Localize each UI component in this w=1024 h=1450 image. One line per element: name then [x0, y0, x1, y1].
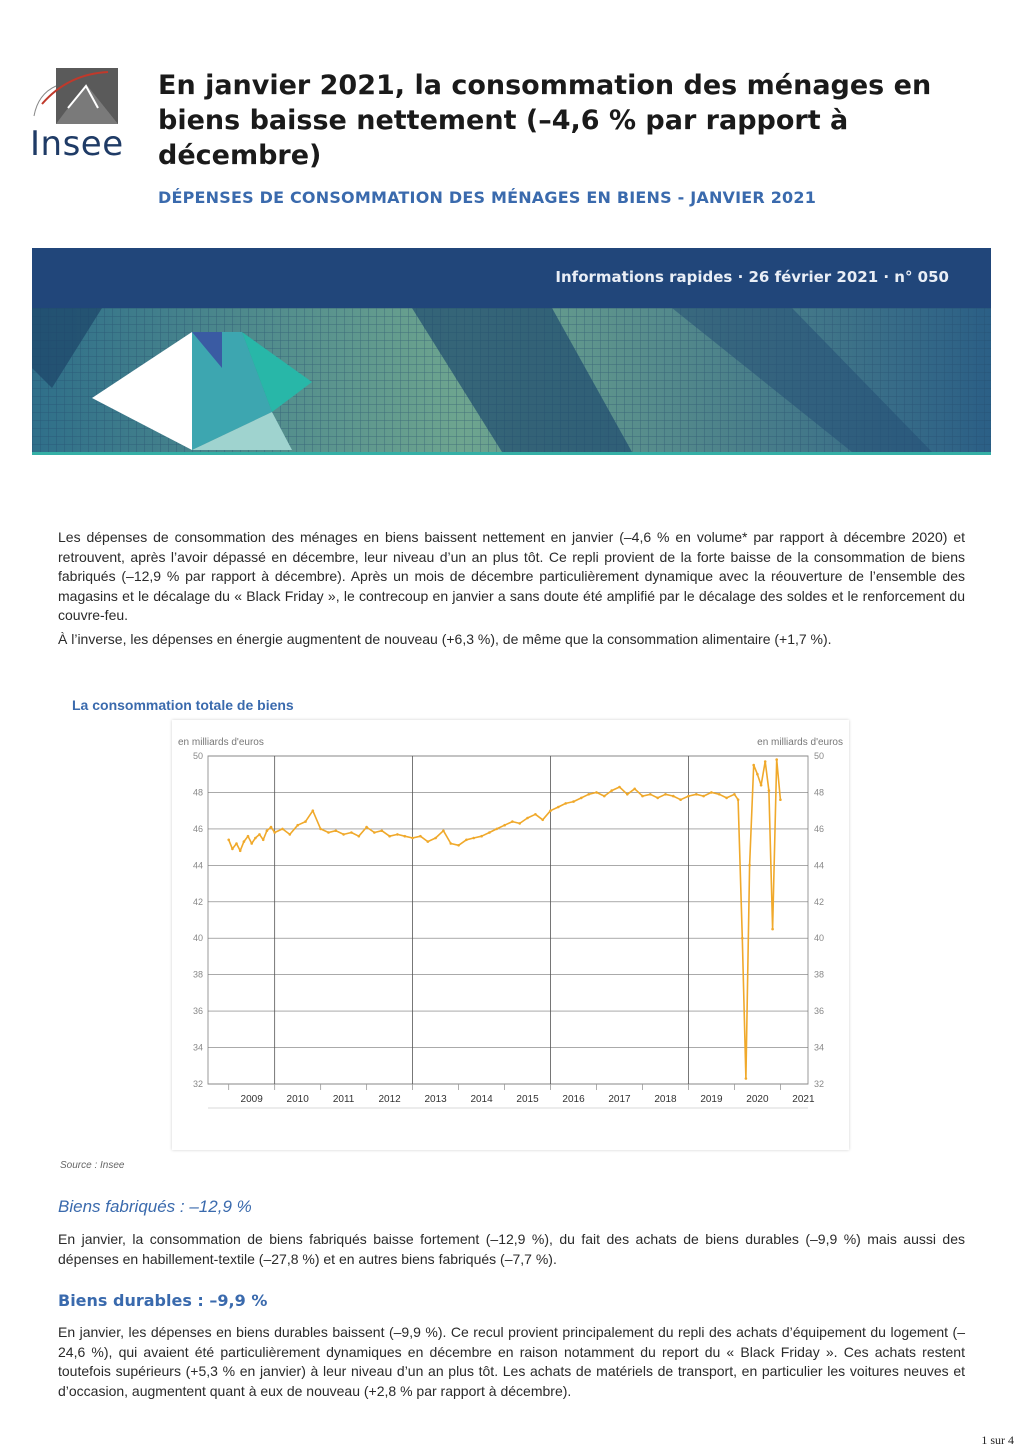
- y-axis-left-label: en milliards d'euros: [178, 737, 264, 748]
- y-tick-label-left: 40: [192, 933, 203, 944]
- data-point: [737, 798, 740, 801]
- data-point: [718, 793, 721, 796]
- chart-source: Source : Insee: [60, 1160, 125, 1171]
- section-text-biens-durables: En janvier, les dépenses en biens durables baissent (–9,9 %). Ce recul provient principalement du repli des achats d’équipement du logement (–24,6 %), qui avaient été particulièrement dynamiques en décembre en raison notamment du report du « Black Friday ». Ces achats restent toutefois supérieurs (+5,3 % en janvier) à leur niveau d’un an plus tôt. Les achats de matériels de transport, en particulier les voitures neuves et d’occasion, augmentent quant à eux de nouveau (+2,8 % par rapport à décembre).: [58, 1324, 965, 1399]
- data-point: [511, 820, 514, 823]
- x-tick-label: 2016: [562, 1094, 585, 1105]
- page-subtitle: DÉPENSES DE CONSOMMATION DES MÉNAGES EN BIENS - JANVIER 2021: [158, 188, 817, 207]
- data-point: [580, 797, 583, 800]
- y-tick-label-left: 48: [192, 787, 203, 798]
- x-tick-label: 2013: [424, 1094, 447, 1105]
- x-tick-label: 2014: [470, 1094, 493, 1105]
- data-point: [457, 844, 460, 847]
- data-point: [465, 839, 468, 842]
- data-point: [702, 795, 705, 798]
- y-axis-right-label: en milliards d'euros: [757, 737, 843, 748]
- data-point: [503, 824, 506, 827]
- y-tick-label-left: 38: [192, 969, 203, 980]
- x-tick-label: 2018: [654, 1094, 677, 1105]
- intro-paragraph-2: À l’inverse, les dépenses en énergie augmentent de nouveau (+6,3 %), de même que la consommation alimentaire (+1,7 %).: [58, 631, 832, 647]
- data-point: [488, 831, 491, 834]
- y-tick-label-right: 48: [814, 787, 825, 798]
- y-tick-label-right: 32: [814, 1079, 825, 1089]
- y-tick-label-right: 44: [814, 860, 825, 871]
- y-tick-label-right: 50: [814, 751, 825, 761]
- data-point: [270, 826, 273, 829]
- data-point: [411, 837, 414, 840]
- data-point: [239, 850, 242, 853]
- data-point: [480, 835, 483, 838]
- data-point: [626, 793, 629, 796]
- data-point: [549, 809, 552, 812]
- data-point: [768, 789, 771, 792]
- y-tick-label-right: 40: [814, 933, 825, 944]
- data-point: [618, 786, 621, 789]
- data-point: [281, 828, 284, 831]
- intro-paragraph-1: Les dépenses de consommation des ménages en biens baissent nettement en janvier (–4,6 % en volume* par rapport à décembre 2020) et retrouvent, après l’avoir dépassé en décembre, leur niveau d’un an plus tôt. Ce repli provient de la forte baisse de la consommation de biens fabriqués (–12,9 % par rapport à décembre). Après un mois de décembre particulièrement dynamique avec la réouverture de l’ensemble des magasins et le décalage du « Black Friday », le contrecoup en janvier a sans doute été amplifié par le décalage des soldes et le renforcement du couvre-feu.: [58, 529, 965, 623]
- data-point: [358, 835, 361, 838]
- chart-grid: [208, 756, 808, 1084]
- data-point: [254, 837, 257, 840]
- data-point: [748, 864, 751, 867]
- data-point: [495, 828, 498, 831]
- data-point: [342, 833, 345, 836]
- data-point: [419, 835, 422, 838]
- data-point: [396, 833, 399, 836]
- data-point: [365, 826, 368, 829]
- data-point: [633, 788, 636, 791]
- data-point: [296, 824, 299, 827]
- data-point: [243, 840, 246, 843]
- chart-heading: La consommation totale de biens: [72, 697, 294, 713]
- x-tick-label: 2009: [240, 1094, 263, 1105]
- data-point: [771, 928, 774, 931]
- data-point: [641, 795, 644, 798]
- data-point: [266, 829, 269, 832]
- section-title-biens-durables: Biens durables : –9,9 %: [58, 1291, 268, 1310]
- data-point: [373, 831, 376, 834]
- data-point: [472, 837, 475, 840]
- y-tick-label-left: 44: [192, 860, 203, 871]
- data-point: [231, 848, 234, 851]
- series-line: [229, 760, 781, 1079]
- data-point: [335, 829, 338, 832]
- data-point: [381, 829, 384, 832]
- x-tick-label: 2017: [608, 1094, 631, 1105]
- data-point: [235, 842, 238, 845]
- y-tick-label-right: 34: [814, 1042, 825, 1053]
- y-tick-label-left: 50: [192, 751, 203, 761]
- data-point: [247, 835, 250, 838]
- data-point: [572, 800, 575, 803]
- data-point: [262, 839, 265, 842]
- data-point: [526, 817, 529, 820]
- data-point: [725, 797, 728, 800]
- x-tick-label: 2011: [332, 1094, 355, 1105]
- data-point: [733, 793, 736, 796]
- y-tick-label-right: 36: [814, 1006, 825, 1017]
- data-point: [404, 835, 407, 838]
- data-point: [664, 793, 667, 796]
- data-point: [541, 819, 544, 822]
- y-tick-label-right: 46: [814, 823, 825, 834]
- data-point: [534, 813, 537, 816]
- data-point: [327, 831, 330, 834]
- y-tick-label-left: 32: [192, 1079, 203, 1089]
- y-tick-label-left: 34: [192, 1042, 203, 1053]
- data-point: [557, 806, 560, 809]
- data-point: [695, 793, 698, 796]
- data-point: [752, 764, 755, 767]
- data-point: [679, 798, 682, 801]
- data-point: [350, 831, 353, 834]
- data-point: [779, 798, 782, 801]
- chart-series: [227, 758, 781, 1080]
- data-point: [564, 802, 567, 805]
- data-point: [227, 839, 230, 842]
- page-title: En janvier 2021, la consommation des ménages en biens baisse nettement (–4,6 % par rapport à décembre): [158, 70, 932, 171]
- x-tick-label: 2019: [700, 1094, 723, 1105]
- data-point: [319, 828, 322, 831]
- data-point: [450, 842, 453, 845]
- y-tick-label-left: 46: [192, 823, 203, 834]
- x-tick-label: 2021: [792, 1094, 815, 1105]
- publication-info: Informations rapides · 26 février 2021 · n° 050: [555, 268, 949, 286]
- data-point: [518, 822, 521, 825]
- insee-logo-text: Insee: [30, 124, 124, 164]
- x-tick-label: 2020: [746, 1094, 769, 1105]
- y-axis-left: [193, 751, 203, 1089]
- data-point: [760, 784, 763, 787]
- data-point: [649, 793, 652, 796]
- data-point: [764, 760, 767, 763]
- data-point: [258, 833, 261, 836]
- chart-container: [172, 720, 849, 1150]
- data-point: [289, 833, 292, 836]
- banner-bar: [32, 248, 991, 308]
- data-point: [595, 791, 598, 794]
- data-point: [687, 795, 690, 798]
- data-point: [434, 837, 437, 840]
- data-point: [304, 820, 307, 823]
- x-tick-label: 2010: [286, 1094, 309, 1105]
- y-tick-label-right: 38: [814, 969, 825, 980]
- y-tick-label-right: 42: [814, 896, 825, 907]
- data-point: [603, 795, 606, 798]
- data-point: [756, 773, 759, 776]
- data-point: [710, 791, 713, 794]
- data-point: [672, 795, 675, 798]
- data-point: [442, 829, 445, 832]
- x-tick-label: 2015: [516, 1094, 539, 1105]
- x-axis: [208, 1084, 815, 1108]
- data-point: [388, 835, 391, 838]
- y-tick-label-left: 42: [192, 896, 203, 907]
- x-tick-label: 2012: [378, 1094, 401, 1105]
- banner-illustration: [32, 308, 991, 452]
- section-title-biens-fabriques: Biens fabriqués : –12,9 %: [58, 1197, 252, 1216]
- y-tick-label-left: 36: [192, 1006, 203, 1017]
- data-point: [775, 758, 778, 761]
- data-point: [587, 793, 590, 796]
- data-point: [250, 842, 253, 845]
- consumption-line-chart: [172, 720, 849, 1150]
- data-point: [745, 1077, 748, 1080]
- section-text-biens-fabriques: En janvier, la consommation de biens fabriqués baisse fortement (–12,9 %), du fait des achats de biens durables (–9,9 %) mais aussi des dépenses en habillement-textile (–27,8 %) et en autres biens fabriqués (–7,7 %).: [58, 1231, 965, 1267]
- data-point: [427, 840, 430, 843]
- data-point: [273, 831, 276, 834]
- data-point: [312, 809, 315, 812]
- data-point: [741, 937, 744, 940]
- data-point: [610, 789, 613, 792]
- header-banner: [32, 248, 991, 452]
- y-axis-right: [814, 751, 824, 1089]
- banner-accent-line: [32, 452, 991, 455]
- data-point: [656, 797, 659, 800]
- page-number: 1 sur 4: [981, 1433, 1014, 1447]
- plot-frame: [208, 756, 808, 1084]
